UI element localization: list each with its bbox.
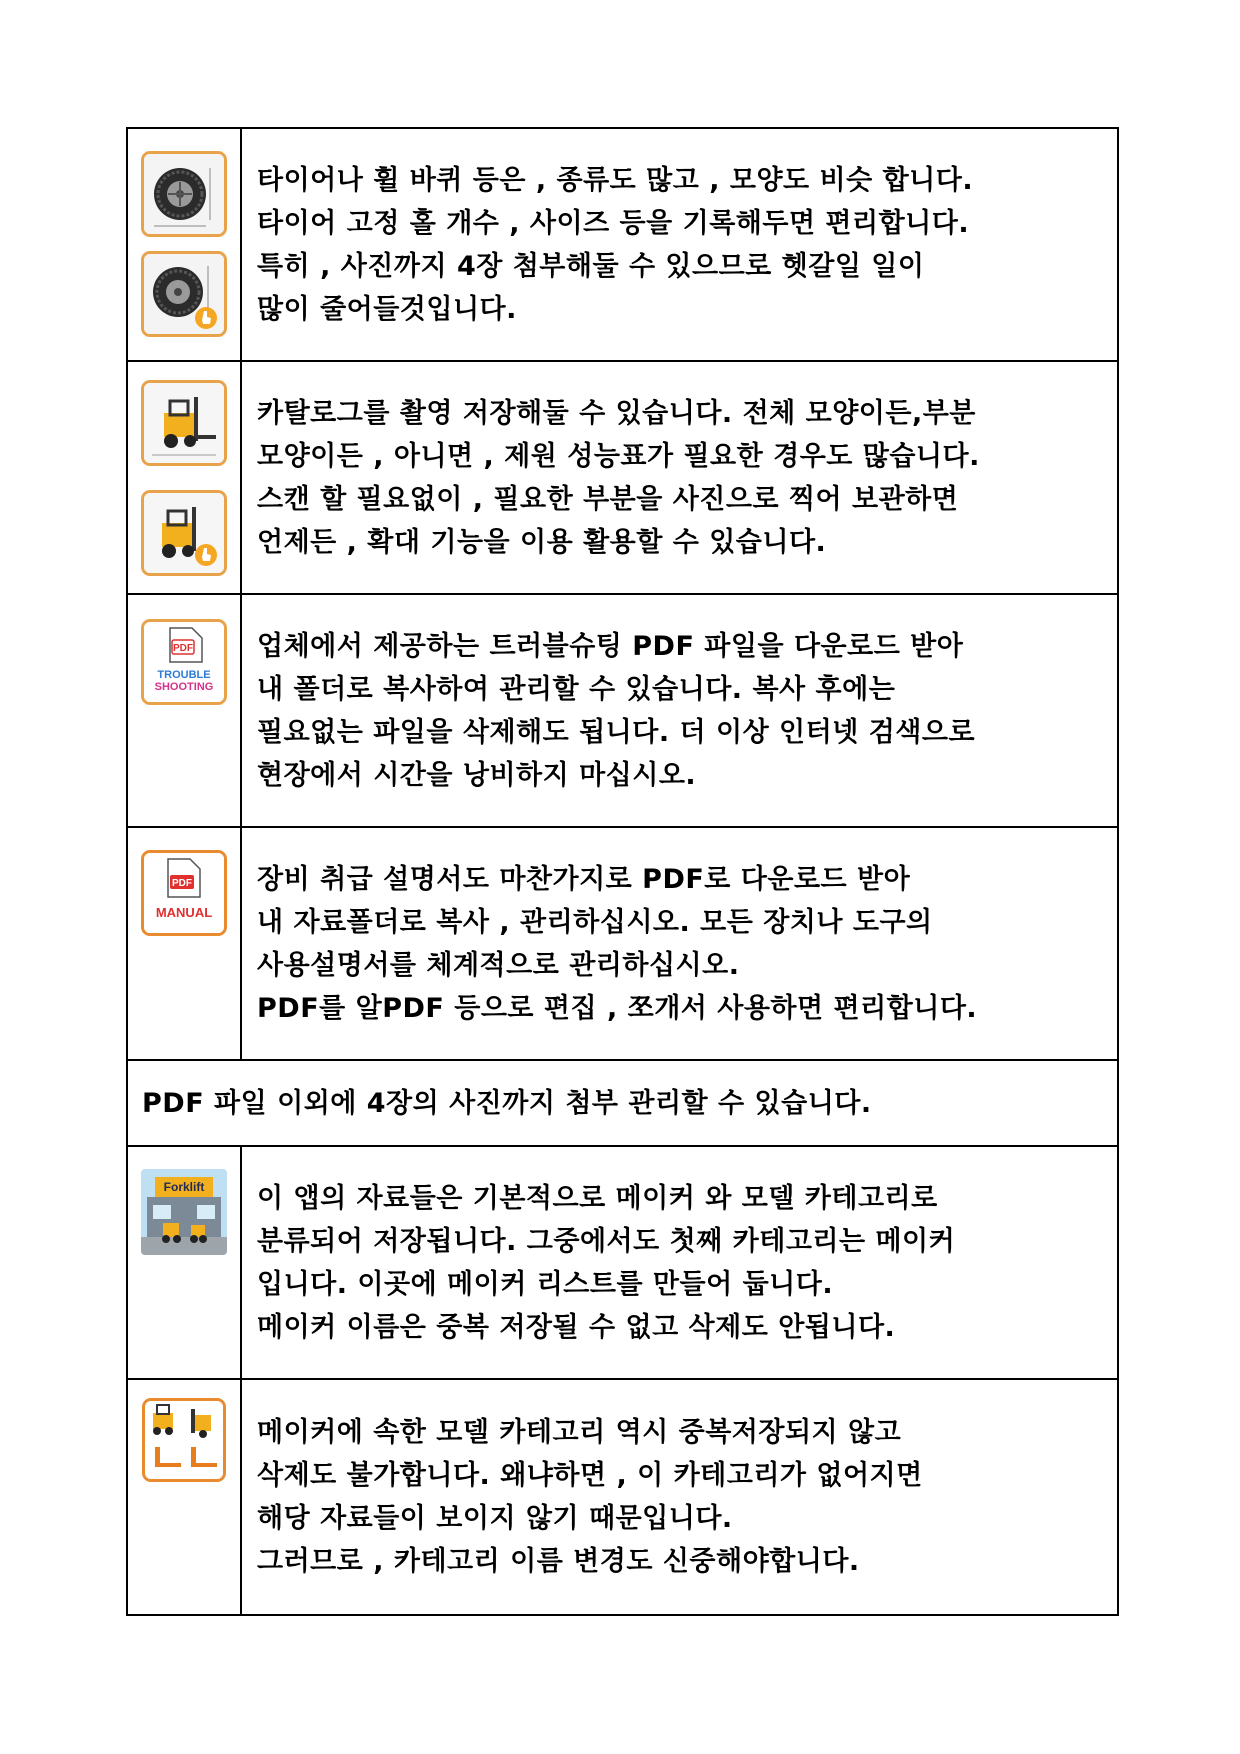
pdf-badge-text: PDF xyxy=(173,643,193,654)
description-line: 스캔 할 필요없이 , 필요한 부분을 사진으로 찍어 보관하면 xyxy=(257,483,959,515)
description-line: 분류되어 저장됩니다. 그중에서도 첫째 카테고리는 메이커 xyxy=(257,1225,956,1257)
description-line: 삭제도 불가합니다. 왜냐하면 , 이 카테고리가 없어지면 xyxy=(257,1460,923,1491)
description-line: 해당 자료들이 보이지 않기 때문입니다. xyxy=(257,1503,733,1534)
description-line: 그러므로 , 카테고리 이름 변경도 신중해야합니다. xyxy=(257,1546,860,1577)
forklift-store-icon xyxy=(141,1169,227,1255)
description-line: PDF를 알PDF 등으로 편집 , 쪼개서 사용하면 편리합니다. xyxy=(257,992,978,1024)
table-row xyxy=(127,1379,1118,1615)
description-line: 필요없는 파일을 삭제해도 됩니다. 더 이상 인터넷 검색으로 xyxy=(257,716,976,748)
icon-label: MANUAL xyxy=(155,905,213,920)
description-cell xyxy=(241,361,1118,594)
icon-cell xyxy=(127,1379,241,1615)
description-line: 입니다. 이곳에 메이커 리스트를 만들어 둡니다. xyxy=(257,1268,834,1300)
description-cell xyxy=(241,1379,1118,1615)
description-line: 메이커 이름은 중복 저장될 수 없고 삭제도 안됩니다. xyxy=(257,1311,896,1343)
description-line: 장비 취급 설명서도 마찬가지로 PDF로 다운로드 받아 xyxy=(257,863,911,895)
icon-cell xyxy=(127,594,241,827)
description-line: 언제든 , 확대 기능을 이용 활용할 수 있습니다. xyxy=(257,526,827,558)
forklift-diagram-icon xyxy=(141,380,227,466)
icon-cell xyxy=(127,361,241,594)
table-row xyxy=(127,128,1118,361)
tire-diagram-tap-icon xyxy=(141,251,227,337)
store-sign-text: Forklift xyxy=(163,1180,205,1194)
table-row xyxy=(127,827,1118,1060)
description-cell xyxy=(241,1146,1118,1379)
pdf-troubleshooting-icon xyxy=(141,619,227,705)
description-cell xyxy=(241,594,1118,827)
icon-cell xyxy=(127,128,241,361)
table-row xyxy=(127,361,1118,594)
description-line: 메이커에 속한 모델 카테고리 역시 중복저장되지 않고 xyxy=(257,1417,902,1448)
description-cell xyxy=(241,827,1118,1060)
icon-cell xyxy=(127,827,241,1060)
table-row xyxy=(127,1146,1118,1379)
icon-label: TROUBLE xyxy=(157,669,211,681)
note-cell xyxy=(127,1060,1118,1146)
pdf-manual-icon xyxy=(141,850,227,936)
description-line: 특히 , 사진까지 4장 첨부해둘 수 있으므로 헷갈일 일이 xyxy=(257,250,925,282)
description-line: 사용설명서를 체계적으로 관리하십시오. xyxy=(257,949,740,981)
description-line: 현장에서 시간을 낭비하지 마십시오. xyxy=(257,759,697,791)
description-line: 카탈로그를 촬영 저장해둘 수 있습니다. 전체 모양이든,부분 xyxy=(257,397,976,429)
description-line: 타이어 고정 홀 개수 , 사이즈 등을 기록해두면 편리합니다. xyxy=(257,207,970,239)
forklift-diagram-tap-icon xyxy=(141,490,227,576)
description-line: 내 폴더로 복사하여 관리할 수 있습니다. 복사 후에는 xyxy=(257,673,896,705)
description-line: 업체에서 제공하는 트러블슈팅 PDF 파일을 다운로드 받아 xyxy=(257,630,964,662)
note-text: PDF 파일 이외에 4장의 사진까지 첨부 관리할 수 있습니다. xyxy=(142,1087,872,1119)
description-line: 내 자료폴더로 복사 , 관리하십시오. 모든 장치나 도구의 xyxy=(257,906,933,938)
icon-cell xyxy=(127,1146,241,1379)
forklift-models-icon xyxy=(142,1398,226,1482)
tire-diagram-icon xyxy=(141,151,227,237)
description-line: 이 앱의 자료들은 기본적으로 메이커 와 모델 카테고리로 xyxy=(257,1182,938,1214)
description-line: 모양이든 , 아니면 , 제원 성능표가 필요한 경우도 많습니다. xyxy=(257,440,980,472)
table-row xyxy=(127,1060,1118,1146)
table-row xyxy=(127,594,1118,827)
feature-table xyxy=(126,127,1119,1616)
pdf-badge-text: PDF xyxy=(172,878,192,889)
description-line: 타이어나 휠 바퀴 등은 , 종류도 많고 , 모양도 비슷 합니다. xyxy=(257,164,974,196)
description-line: 많이 줄어들것입니다. xyxy=(257,293,517,325)
icon-label: SHOOTING xyxy=(154,681,214,693)
description-cell xyxy=(241,128,1118,361)
